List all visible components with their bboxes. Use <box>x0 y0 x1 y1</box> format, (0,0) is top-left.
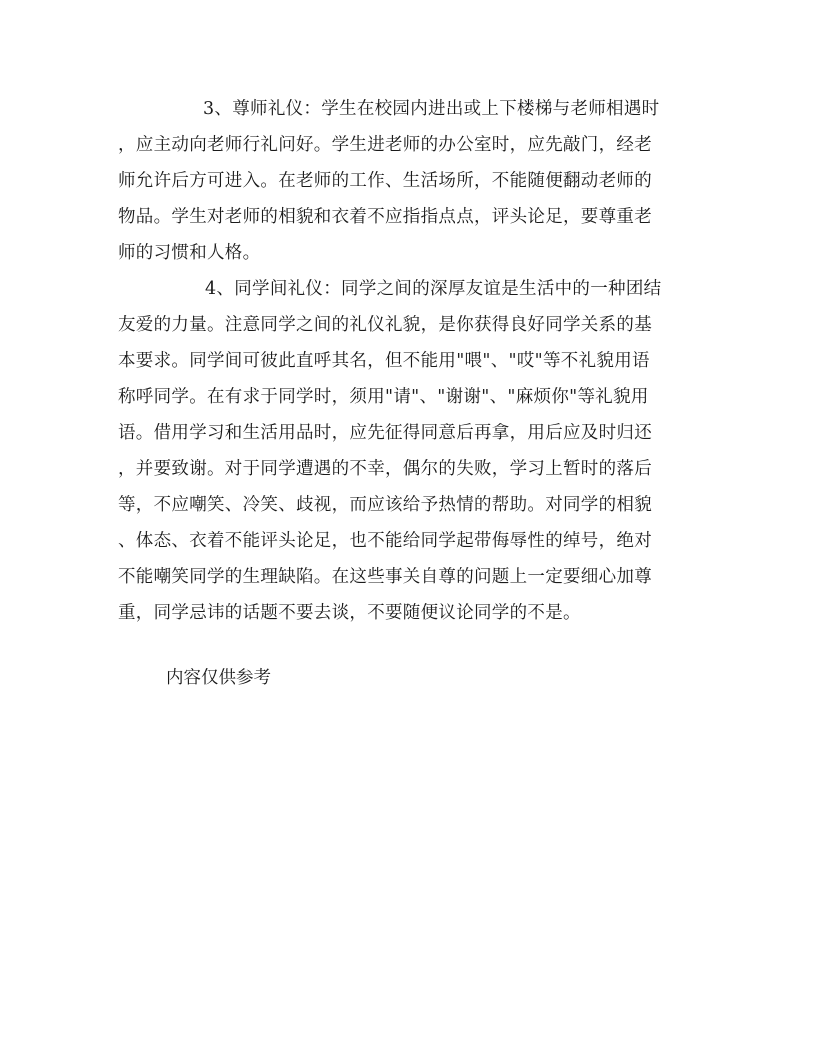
document-body <box>118 91 684 631</box>
paragraph-line: 师的习惯和人格。 <box>118 243 261 263</box>
paragraph-line: 友爱的力量。注意同学之间的礼仪礼貌，是你获得良好同学关系的基 <box>118 315 652 335</box>
paragraph-line: 本要求。同学间可彼此直呼其名，但不能用"喂"、"哎"等不礼貌用语 <box>118 351 650 371</box>
paragraph-line: 4、同学间礼仪：同学之间的深厚友谊是生活中的一种团结 <box>205 279 662 299</box>
paragraph-teacher-etiquette <box>118 91 684 271</box>
paragraph-line: 师允许后方可进入。在老师的工作、生活场所，不能随便翻动老师的 <box>118 171 652 191</box>
paragraph-line: 重，同学忌讳的话题不要去谈，不要随便议论同学的不是。 <box>118 603 581 623</box>
paragraph-line: ，应主动向老师行礼问好。学生进老师的办公室时，应先敲门，经老 <box>118 135 652 155</box>
paragraph-line: 3、尊师礼仪：学生在校园内进出或上下楼梯与老师相遇时 <box>203 99 660 119</box>
paragraph-line: 、体态、衣着不能评头论足，也不能给同学起带侮辱性的绰号，绝对 <box>118 531 652 551</box>
footer-note: 内容仅供参考 <box>166 668 271 688</box>
paragraph-line: 等，不应嘲笑、冷笑、歧视，而应该给予热情的帮助。对同学的相貌 <box>118 495 652 515</box>
paragraph-line: 称呼同学。在有求于同学时，须用"请"、"谢谢"、"麻烦你"等礼貌用 <box>118 387 649 407</box>
paragraph-line: 物品。学生对老师的相貌和衣着不应指指点点，评头论足，要尊重老 <box>118 207 652 227</box>
paragraph-line: 不能嘲笑同学的生理缺陷。在这些事关自尊的问题上一定要细心加尊 <box>118 567 652 587</box>
paragraph-line: 语。借用学习和生活用品时，应先征得同意后再拿，用后应及时归还 <box>118 423 652 443</box>
paragraph-line: ，并要致谢。对于同学遭遇的不幸，偶尔的失败，学习上暂时的落后 <box>118 459 652 479</box>
paragraph-classmate-etiquette <box>118 271 684 631</box>
